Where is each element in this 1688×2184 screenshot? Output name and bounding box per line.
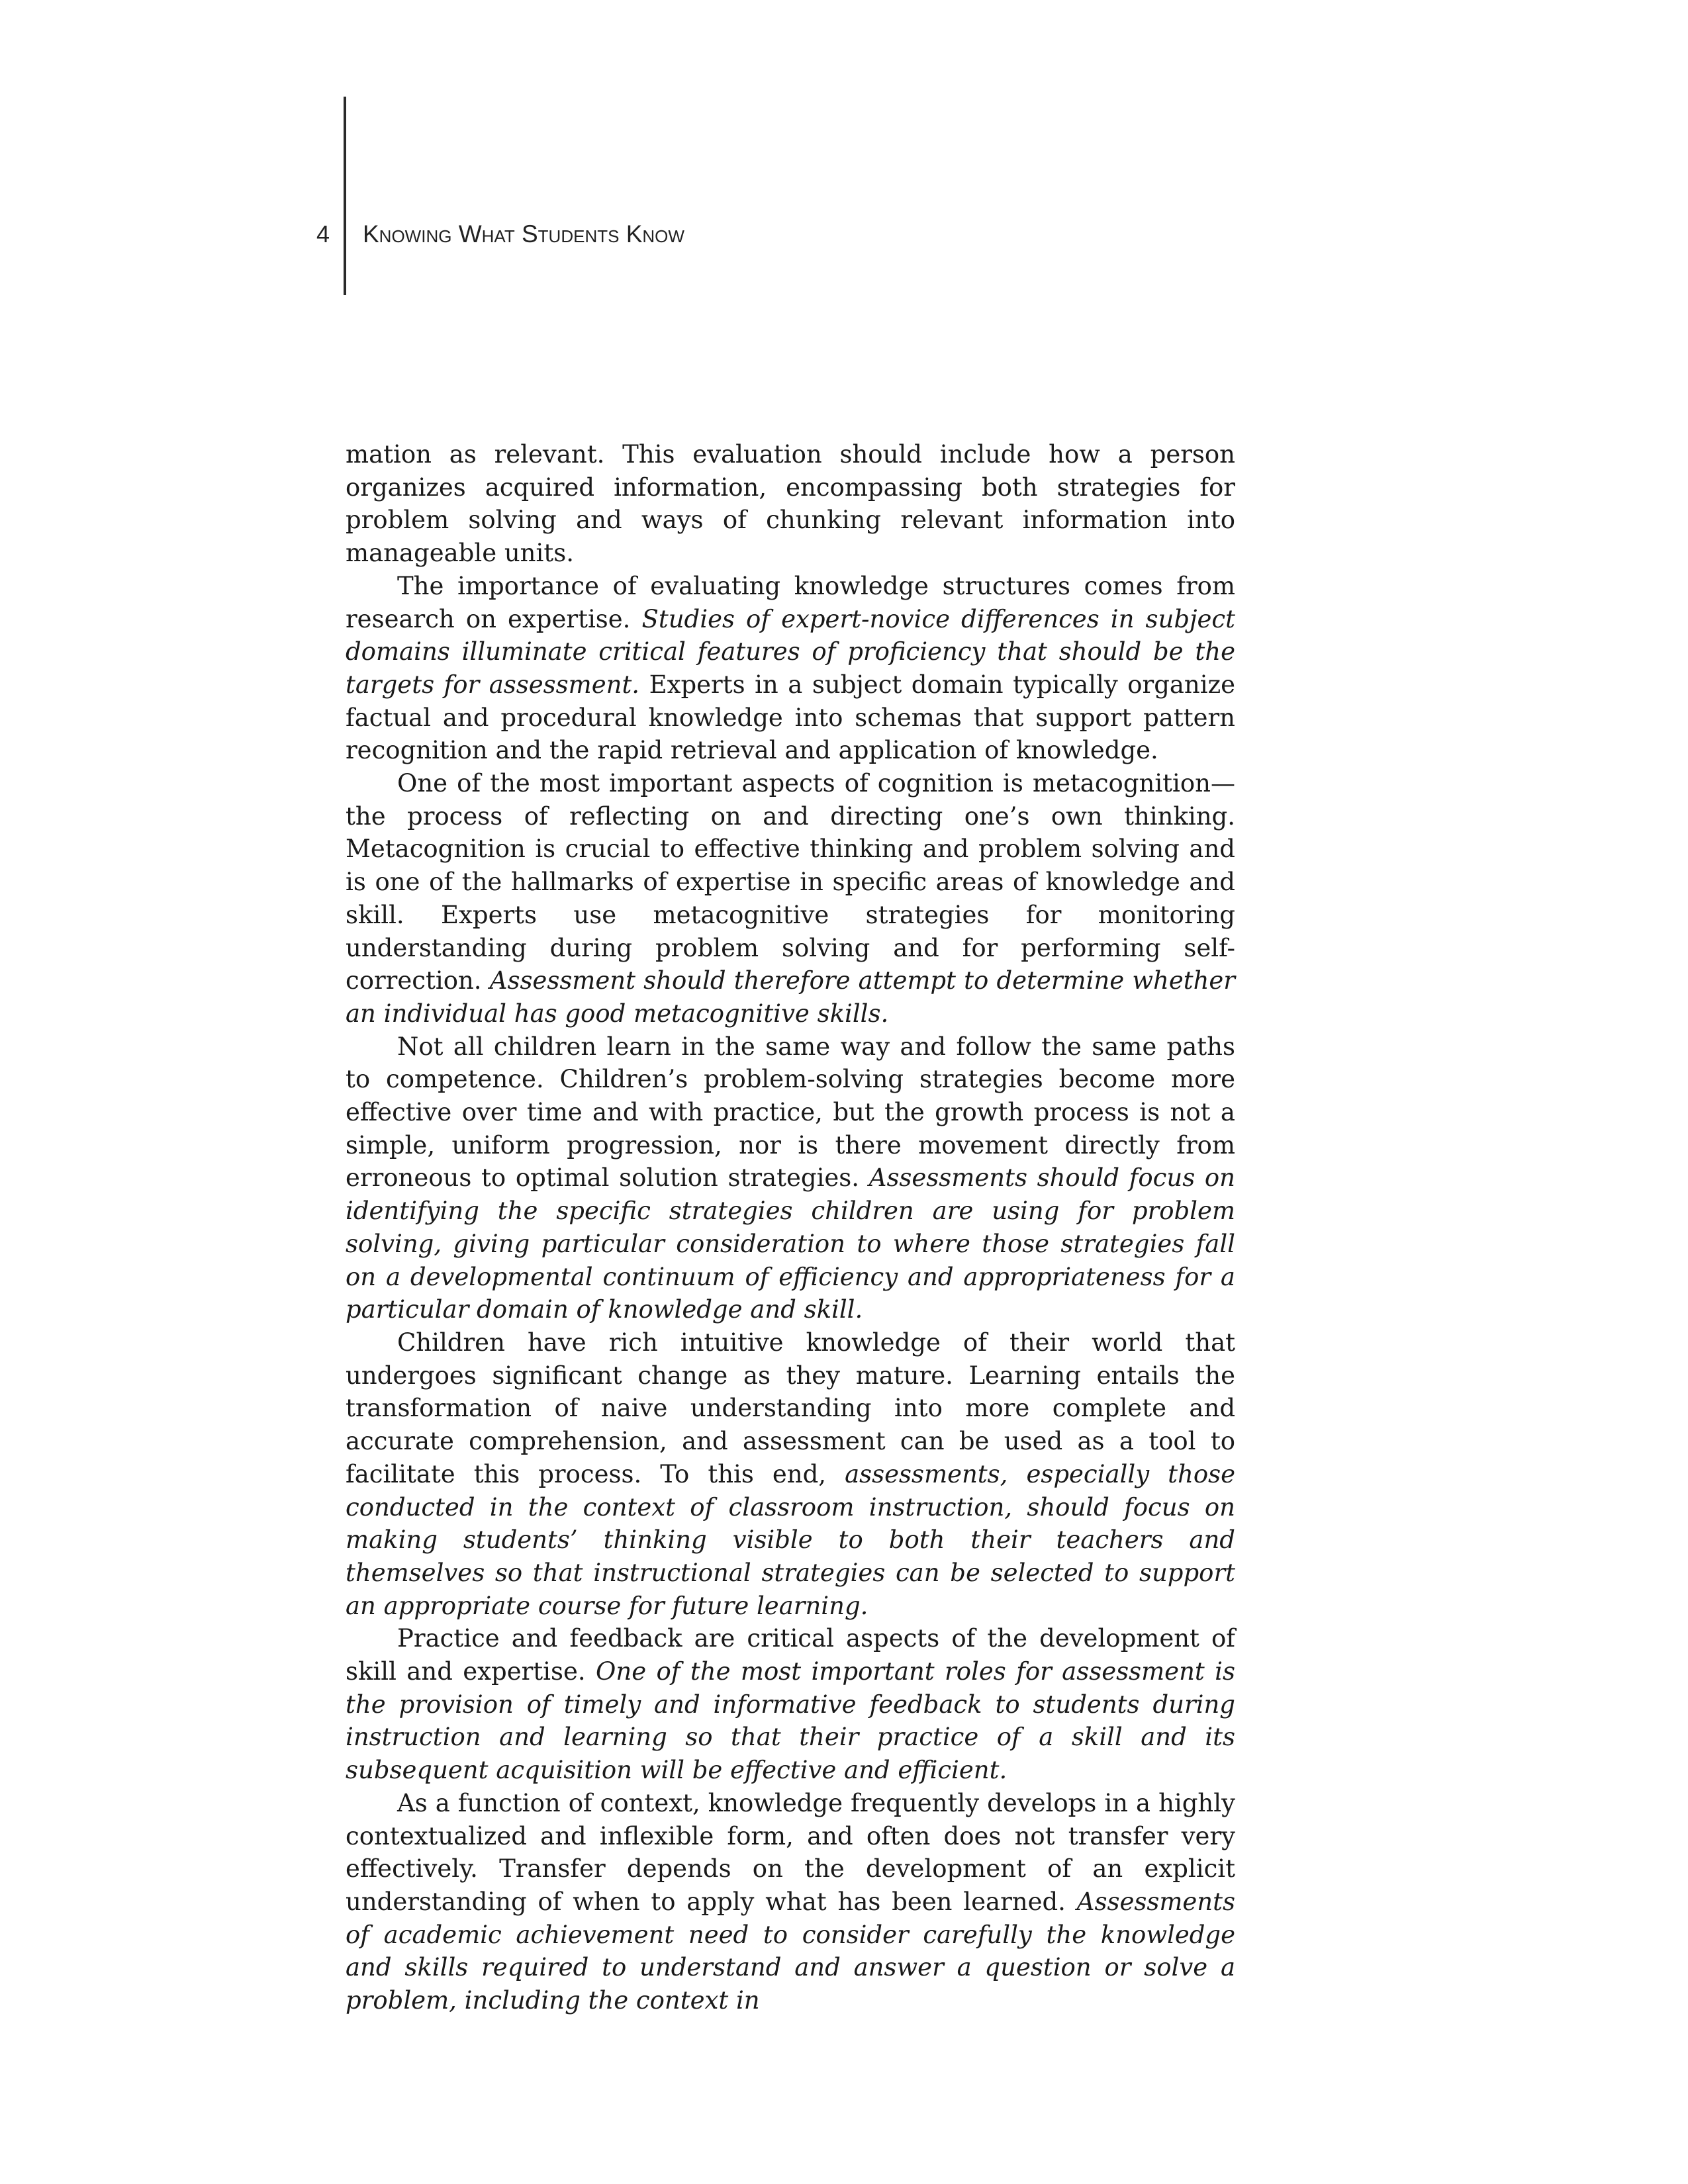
paragraph-4 [346,1030,1235,1326]
paragraph-6 [346,1622,1235,1787]
text-run: As a function of context, knowledge frequently develops in a highly contextualized and inflexible form, and often does not transfer very effectively. Transfer depends on the development of an explicit understanding of when to apply what has been learned. [346,1788,1235,1916]
paragraph-1 [346,438,1235,570]
text-run: The importance of evaluating knowledge structures comes from research on expertise. [346,571,1235,633]
page-number: 4 [316,220,330,248]
header-rule [344,97,346,295]
text-run: Children have rich intuitive knowledge of their world that undergoes significant change as they mature. Learning entails the transformation of naive understanding into more complete and accurate comprehension, and assessment can be used as a tool to facilitate this process. To this end, [346,1328,1235,1488]
text-run: Practice and feedback are critical aspects of the development of skill and expertise. [346,1624,1235,1686]
body-text [346,438,1235,2017]
paragraph-2 [346,570,1235,767]
paragraph-3 [346,767,1235,1030]
running-head: Knowing What Students Know [363,220,684,248]
italic-text-run: Assessments should focus on identifying the specific strategies children are using for problem solving, giving particular consideration to where those strategies fall on a developmental continuum of efficiency and appropriateness for a particular domain of knowledge and skill. [346,1163,1235,1324]
text-run: One of the most important aspects of cognition is metacognition—the process of reflecting on and directing one’s own thinking. Metacognition is crucial to effective thinking and problem solving and is one of the hallmarks of expertise in specific areas of knowledge and skill. Experts use metacognitive strategies for monitoring understanding during problem solving and for performing self-correction. [346,769,1235,995]
paragraph-5 [346,1326,1235,1622]
italic-text-run: Studies of expert-novice differences in subject domains illuminate critical features of proficiency that should be the targets for assessment. [346,604,1235,699]
italic-text-run: Assessment should therefore attempt to determine whether an individual has good metacognitive skills. [346,966,1235,1028]
text-run: Not all children learn in the same way and follow the same paths to competence. Children’s problem-solving strategies become more effective over time and with practice, but the growth process is not a simple, uniform progression, nor is there movement directly from erroneous to optimal solution strategies. [346,1032,1235,1193]
italic-text-run: assessments, especially those conducted in the context of classroom instruction, should focus on making students’ thinking visible to both their teachers and themselves so that instructional strategies can be selected to support an appropriate course for future learning. [346,1459,1235,1620]
italic-text-run: Assessments of academic achievement need to consider carefully the knowledge and skills required to understand and answer a question or solve a problem, including the context in [346,1887,1235,2015]
italic-text-run: One of the most important roles for assessment is the provision of timely and informative feedback to students during instruction and learning so that their practice of a skill and its subsequent acquisition will be effective and efficient. [346,1657,1235,1785]
text-run: Experts in a subject domain typically organize factual and procedural knowledge into schemas that support pattern recognition and the rapid retrieval and application of knowledge. [346,670,1235,765]
paragraph-7 [346,1787,1235,2017]
text-run: mation as relevant. This evaluation should include how a person organizes acquired information, encompassing both strategies for problem solving and ways of chunking relevant information into manageable units. [346,440,1235,568]
